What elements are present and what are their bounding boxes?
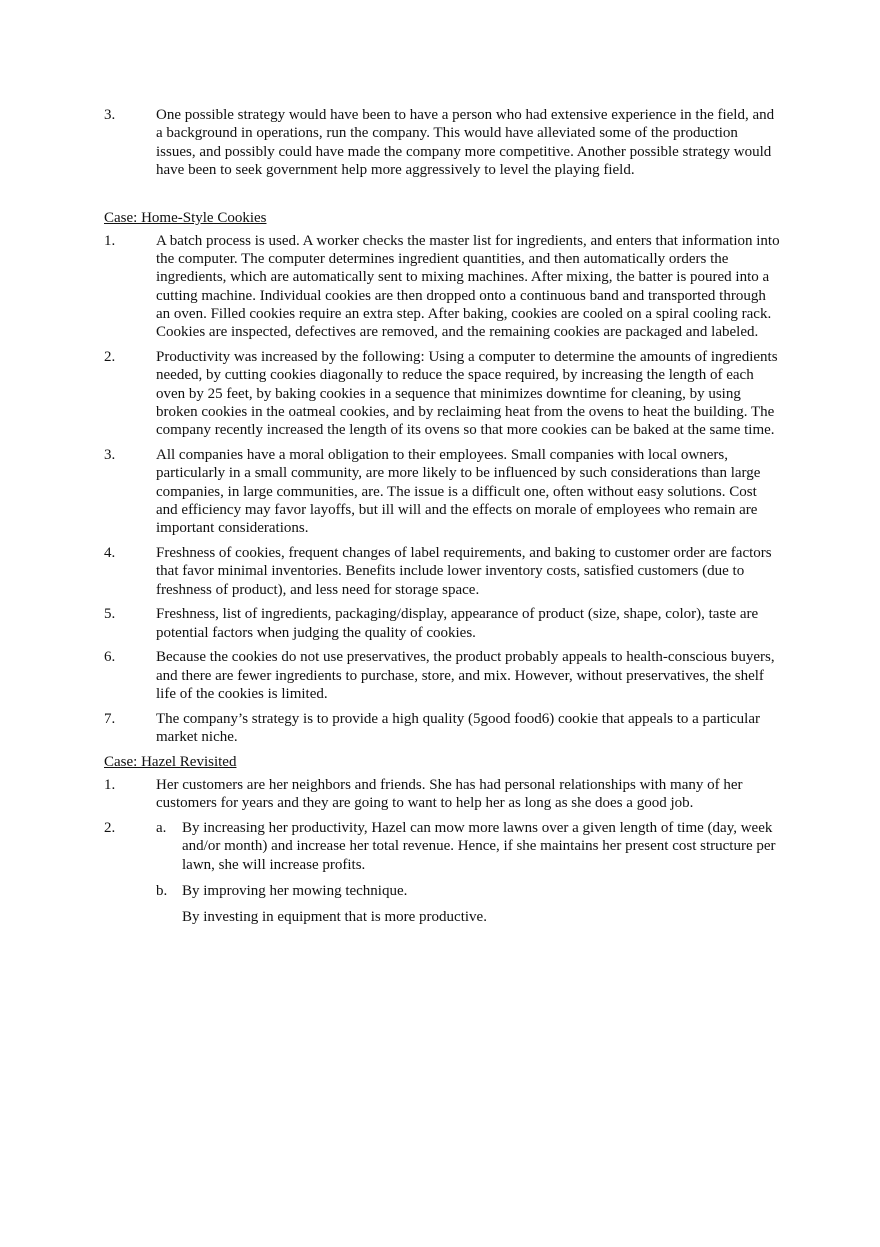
list-item: [104, 446, 780, 537]
item-number: 2.: [104, 820, 116, 836]
item-number: 4.: [104, 544, 116, 561]
list-item: [104, 106, 780, 179]
cookies-list: [104, 232, 780, 747]
list-item: [104, 776, 780, 813]
list-item: [104, 648, 780, 703]
list-item: [104, 819, 780, 934]
item-number: 2.: [104, 348, 116, 365]
document-page: [104, 106, 780, 941]
item-text: Her customers are her neighbors and friends. She has had personal relationships with many of her customers for years and they are going to want to help her as long as she does a good job.: [156, 776, 743, 812]
list-item: [104, 348, 780, 439]
section-heading-hazel: Case: Hazel Revisited: [104, 753, 237, 770]
item-text: A batch process is used. A worker checks the master list for ingredients, and enters that information into the computer. The computer determines ingredient quantities, and then automatically orders the ingredients, which are automatically sent to mixing machines. After mixing, the batter is poured into a cutting machine. Individual cookies are then dropped onto a continuous band and transported through an oven. Filled cookies require an extra step. After baking, cookies are cooled on a spiral cooling rack. Cookies are inspected, defectives are removed, and the remaining cookies are packaged and labeled.: [156, 232, 780, 341]
item-text: Freshness of cookies, frequent changes of label requirements, and baking to customer order are factors that favor minimal inventories. Benefits include lower inventory costs, satisfied customers (due to freshness of product), and less need for storage space.: [156, 544, 772, 598]
list-item: [104, 544, 780, 599]
item-text: Freshness, list of ingredients, packaging/display, appearance of product (size, shape, color), taste are potential factors when judging the quality of cookies.: [156, 606, 759, 641]
item-number: 7.: [104, 710, 116, 727]
item-number: 6.: [104, 649, 116, 666]
list-item: [104, 605, 780, 642]
item-text: The company’s strategy is to provide a high quality (5good food6) cookie that appeals to a particular market niche.: [156, 710, 760, 746]
sub-item-a: a. By increasing her productivity, Hazel can mow more lawns over a given length of time (day, week and/or month) and increase her total revenue. Hence, if she maintains her present cost structure per lawn, she will increase profits.: [156, 820, 776, 873]
item-text: Productivity was increased by the following: Using a computer to determine the amounts of ingredients needed, by cutting cookies diagonally to reduce the space required, by increasing the length of each oven by 25 feet, by baking cookies in a sequence that minimizes downtime for cleaning, by using broken cookies in the oatmeal cookies, and by reclaiming heat from the ovens to heat the building. The company recently increased the length of its ovens so that more cookies can be baked at the same time.: [156, 348, 778, 439]
sub-item-b: b. By improving her mowing technique.: [156, 882, 408, 899]
item-text: One possible strategy would have been to have a person who had extensive experience in the field, and a background in operations, run the company. This would have alleviated some of the production issues, and possibly could have made the company more competitive. Another possible strategy would have been to seek government help more aggressively to level the playing field.: [156, 107, 775, 178]
item-number: 5.: [104, 606, 116, 623]
item-number: 3.: [104, 446, 116, 463]
list-item: [104, 710, 780, 747]
item-number: 1.: [104, 232, 116, 249]
list-item: [104, 232, 780, 342]
sub-item-b-continued: By investing in equipment that is more productive.: [182, 909, 487, 926]
item-number: 1.: [104, 776, 116, 793]
section-heading-cookies: Case: Home-Style Cookies: [104, 209, 267, 226]
item-number: 3.: [104, 107, 116, 123]
item-text: All companies have a moral obligation to their employees. Small companies with local owners, particularly in a small community, are more likely to be influenced by such considerations than large companies, in large communities, are. The issue is a difficult one, often without easy solutions. Cost and efficiency may favor layoffs, but ill will and the effects on morale of employees who remain are important considerations.: [156, 446, 761, 537]
item-text: Because the cookies do not use preservatives, the product probably appeals to health-conscious buyers, and there are fewer ingredients to purchase, store, and mix. However, without preservatives, the shelf life of the cookies is limited.: [156, 649, 775, 703]
